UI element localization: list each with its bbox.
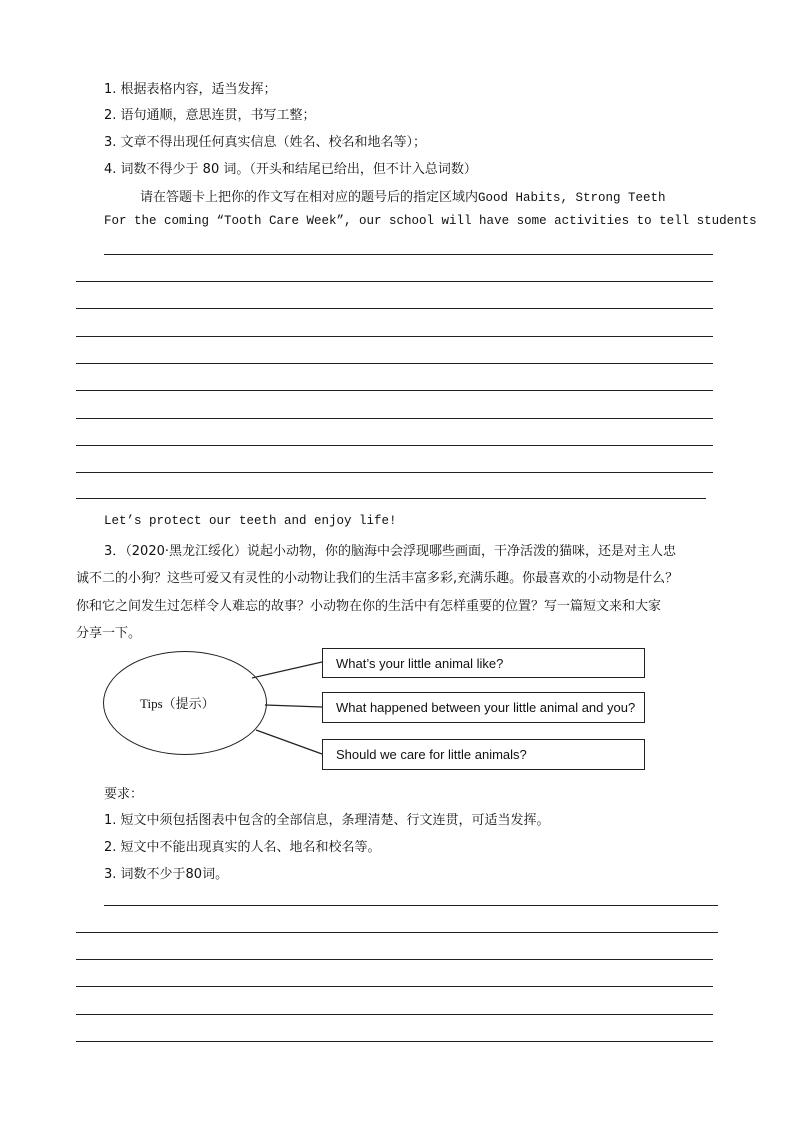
tip-box-1-text: What’s your little animal like? (336, 655, 504, 671)
writing-line (76, 959, 713, 960)
essay-title: Good Habits, Strong Teeth (478, 191, 666, 205)
connector-line (252, 662, 322, 678)
tip-box-3-text: Should we care for little animals? (336, 747, 527, 762)
writing-line (104, 905, 718, 906)
instruction-text: 请在答题卡上把你的作文写在相对应的题号后的指定区域内 (140, 190, 479, 205)
q3-requirement-1: 1. 短文中须包括图表中包含的全部信息，条理清楚、行文连贯，可适当发挥。 (104, 813, 550, 828)
q3-requirement-3: 3. 词数不少于80词。 (104, 867, 229, 882)
tip-box-2-text: What happened between your little animal and you? (336, 700, 636, 715)
requirement-3: 3. 文章不得出现任何真实信息（姓名、校名和地名等）； (104, 135, 427, 150)
q3-requirement-2: 2. 短文中不能出现真实的人名、地名和校名等。 (104, 840, 381, 855)
question3-line-3: 你和它之间发生过怎样令人难忘的故事？小动物在你的生活中有怎样重要的位置？写一篇短文来和大家 (76, 599, 662, 614)
requirement-4: 4. 词数不得少于 80 词。（开头和结尾已给出，但不计入总词数） (104, 162, 477, 177)
tip-box-2 (322, 692, 645, 723)
writing-line (76, 1041, 713, 1042)
connector-line (256, 730, 322, 754)
essay-opening: For the coming “Tooth Care Week”, our school will have some activities to tell students (104, 214, 757, 228)
writing-line (76, 932, 718, 933)
question3-line-1: 3．（2020·黑龙江绥化）说起小动物，你的脑海中会浮现哪些画面，干净活泼的猫咪，还是对主人忠 (104, 544, 676, 559)
writing-line (76, 986, 713, 987)
essay-closing: Let’s protect our teeth and enjoy life! (104, 514, 397, 528)
connector-line (265, 705, 322, 707)
question3-line-4: 分享一下。 (76, 626, 142, 641)
requirement-2: 2. 语句通顺，意思连贯，书写工整； (104, 108, 316, 123)
writing-line (76, 1014, 713, 1015)
requirement-1: 1. 根据表格内容，适当发挥； (104, 82, 277, 97)
tip-box-1 (322, 648, 645, 678)
question3-line-2: 诚不二的小狗？这些可爱又有灵性的小动物让我们的生活丰富多彩,充满乐趣。你最喜欢的小动物是什么？ (76, 571, 679, 586)
requirements-title: 要求： (104, 787, 144, 802)
tip-box-3 (322, 739, 645, 770)
tips-label: Tips（提示） (140, 696, 215, 711)
